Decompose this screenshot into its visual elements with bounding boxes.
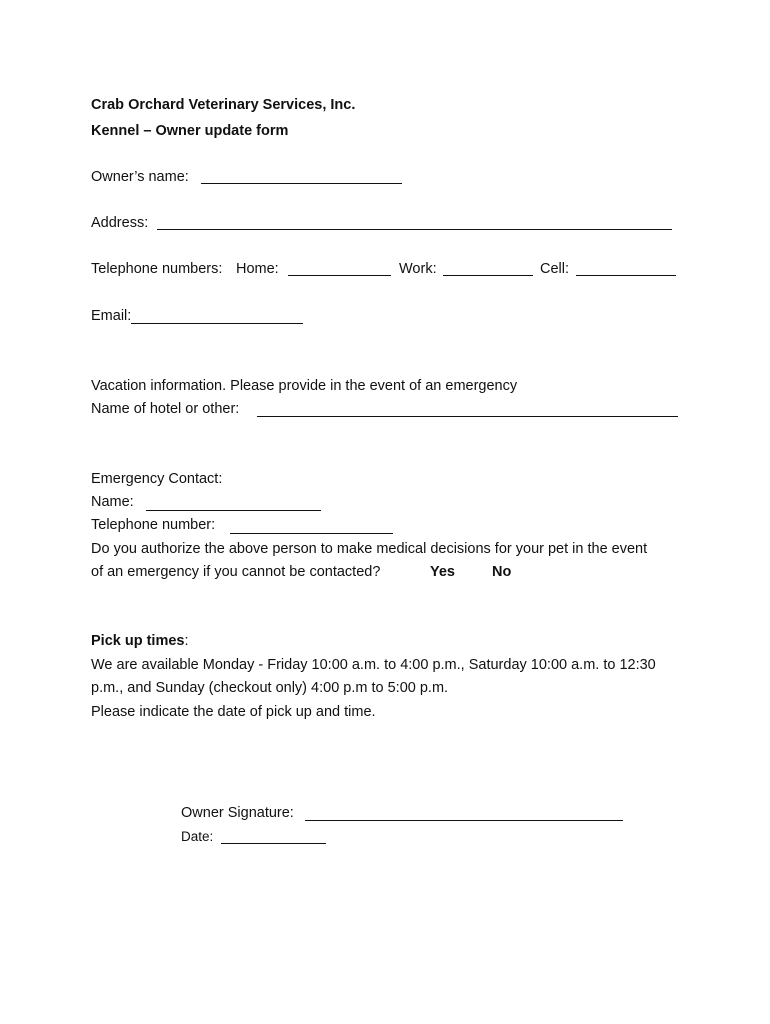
emergency-name-field[interactable] xyxy=(146,510,321,511)
owner-name-row xyxy=(91,167,189,187)
work-label: Work: xyxy=(399,261,437,277)
emergency-telephone-label: Telephone number: xyxy=(91,517,216,533)
email-field[interactable] xyxy=(131,323,303,324)
cell-phone-field[interactable] xyxy=(576,275,676,276)
pickup-hours-line1: We are available Monday - Friday 10:00 a.m. to 4:00 p.m., Saturday 10:00 a.m. to 12:30 xyxy=(91,657,656,673)
address-label: Address: xyxy=(91,215,149,231)
date-label: Date: xyxy=(181,829,214,844)
pickup-heading: Pick up times xyxy=(91,633,185,649)
authorize-question-line2: of an emergency if you cannot be contacted? xyxy=(91,564,381,580)
home-phone-field[interactable] xyxy=(288,275,391,276)
pickup-heading-colon: : xyxy=(184,633,189,649)
hotel-field[interactable] xyxy=(257,416,678,417)
emergency-heading: Emergency Contact: xyxy=(91,471,223,487)
address-field[interactable] xyxy=(157,229,672,230)
no-option[interactable]: No xyxy=(492,564,512,580)
email-label: Email: xyxy=(91,308,132,324)
signature-field[interactable] xyxy=(305,820,623,821)
yes-option[interactable]: Yes xyxy=(430,564,455,580)
form-title: Kennel – Owner update form xyxy=(91,123,289,139)
pickup-heading-row xyxy=(91,631,189,651)
telephone-label: Telephone numbers: xyxy=(91,261,223,277)
cell-label: Cell: xyxy=(540,261,570,277)
vacation-intro: Vacation information. Please provide in the event of an emergency xyxy=(91,378,518,394)
work-phone-field[interactable] xyxy=(443,275,533,276)
pickup-hours-line2: p.m., and Sunday (checkout only) 4:00 p.m to 5:00 p.m. xyxy=(91,680,449,696)
authorize-question-line1: Do you authorize the above person to make medical decisions for your pet in the event xyxy=(91,541,648,557)
home-label: Home: xyxy=(236,261,279,277)
pickup-instruction: Please indicate the date of pick up and time. xyxy=(91,704,376,720)
date-field[interactable] xyxy=(221,843,326,844)
signature-label: Owner Signature: xyxy=(181,805,294,821)
owner-name-label: Owner’s name: xyxy=(91,169,189,185)
owner-name-field[interactable] xyxy=(201,183,402,184)
emergency-name-label: Name: xyxy=(91,494,134,510)
hotel-label: Name of hotel or other: xyxy=(91,401,240,417)
company-name: Crab Orchard Veterinary Services, Inc. xyxy=(91,97,356,113)
emergency-telephone-field[interactable] xyxy=(230,533,393,534)
